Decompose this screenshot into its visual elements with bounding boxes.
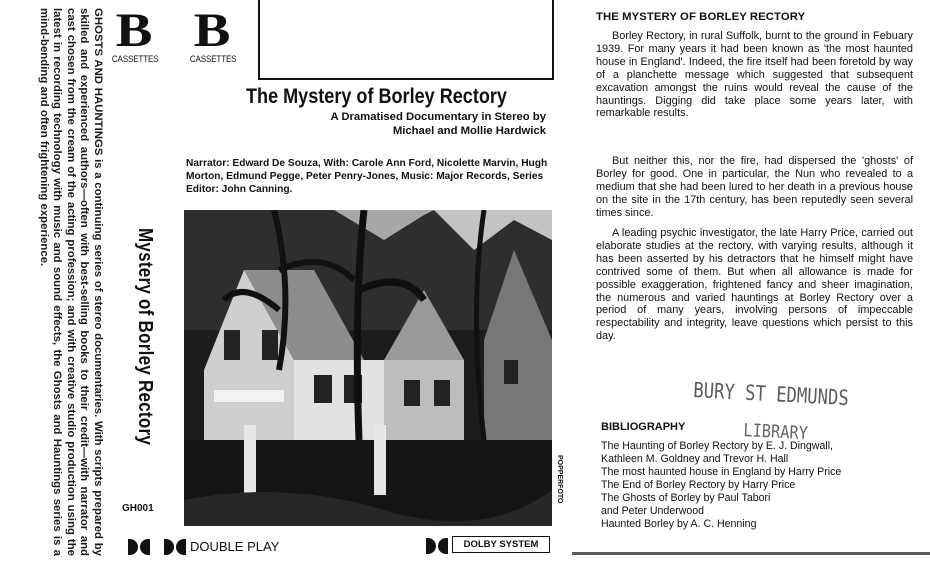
b-cassettes-logo [186, 4, 238, 65]
bibliography-entry: The Haunting of Borley Rectory by E. J. Dingwall, [601, 440, 833, 452]
bibliography-entry: Haunted Borley by A. C. Henning [601, 518, 757, 530]
photo-credit: POPPERFOTO [556, 455, 563, 504]
cast-credits: Narrator: Edward De Souza, With: Carole Ann Ford, Nicolette Marvin, Hugh Morton, Edmund Pegge, Peter Penry-Jones, Music: Major Records, Series Editor: John Canning. [186, 158, 548, 196]
b-cassettes-logo [108, 4, 160, 65]
library-stamp: BURY ST EDMUNDS [692, 378, 850, 411]
description-paragraph: A leading psychic investigator, the late Harry Price, carried out elaborate studies at the rectory, with varying results, although it has been asserted by his detractors that he himself might have contrived some of them. But when all allowance is made for possible exaggeration, frightened fancy and sheer imagination, the numerous and varied hauntings at Borley Rectory over a period of many years, involving persons of impeccable respectability and integrity, leave questions which persist to this day. [596, 227, 913, 343]
rectory-photo [184, 210, 552, 526]
spine-title: Mystery of Borley Rectory [134, 228, 156, 446]
bibliography-entry: The Ghosts of Borley by Paul Tabori [601, 492, 771, 504]
bibliography-heading: BIBLIOGRAPHY [601, 421, 686, 433]
title-frame [258, 0, 554, 80]
library-stamp: LIBRARY [742, 420, 809, 445]
bibliography-list [601, 440, 841, 531]
b-logo-letter: B [115, 4, 153, 57]
cover-subtitle [280, 110, 546, 138]
bottom-rule [572, 552, 930, 555]
back-title: THE MYSTERY OF BORLEY RECTORY [596, 11, 806, 23]
bibliography-entry: and Peter Underwood [601, 505, 705, 517]
b-logo-letter: B [193, 4, 231, 57]
description-paragraph: Borley Rectory, in rural Suffolk, burnt to the ground in Febuary 1939. For many years it had been known as 'the most haunted house in England'. Indeed, the fire itself had been foretold by way of a planchette message which suggested that subsequent excavation amongst the ruins would reveal the cause of the hauntings. Digging did take place some years later, with remarkable results. [596, 30, 913, 120]
description-paragraph: But neither this, nor the fire, had dispersed the 'ghosts' of Borley for good. One in particular, the Nun who revealed to a medium that she had been lured to her death in a previous house on the site in the 17th century, has been reputedly seen several times since. [596, 155, 913, 219]
bibliography-entry: The End of Borley Rectory by Harry Price [601, 479, 796, 491]
subtitle-line: A Dramatised Documentary in Stereo by [330, 111, 546, 123]
cover-title: The Mystery of Borley Rectory [246, 85, 507, 108]
logo-label: CASSETTES [189, 54, 237, 65]
haunted-house-illustration [184, 210, 552, 526]
double-d-logo-icon [128, 539, 150, 555]
series-description: GHOSTS AND HAUNTINGS is a continuing series of stereo documentaries. With scripts prepared by skilled and experienced authors—often with best-selling books to their credit—with narrator and cast chosen from the cream of the acting profession; and with creative studio production using the latest in recording technology with music and sound effects, the Ghosts and Hauntings series is a mind-bending and often frightening experience. [37, 8, 104, 556]
dolby-dd-icon [426, 538, 448, 554]
dolby-system-badge: DOLBY SYSTEM [452, 536, 550, 553]
bibliography-entry: The most haunted house in England by Harry Price [601, 466, 842, 478]
logo-label: CASSETTES [111, 54, 159, 65]
bibliography-entry: Kathleen M. Goldney and Trevor H. Hall [601, 453, 789, 465]
double-play-label: DOUBLE PLAY [190, 539, 280, 554]
subtitle-line: Michael and Mollie Hardwick [392, 125, 546, 137]
double-d-logo-icon [164, 539, 186, 555]
catalog-number: GH001 [122, 503, 154, 514]
